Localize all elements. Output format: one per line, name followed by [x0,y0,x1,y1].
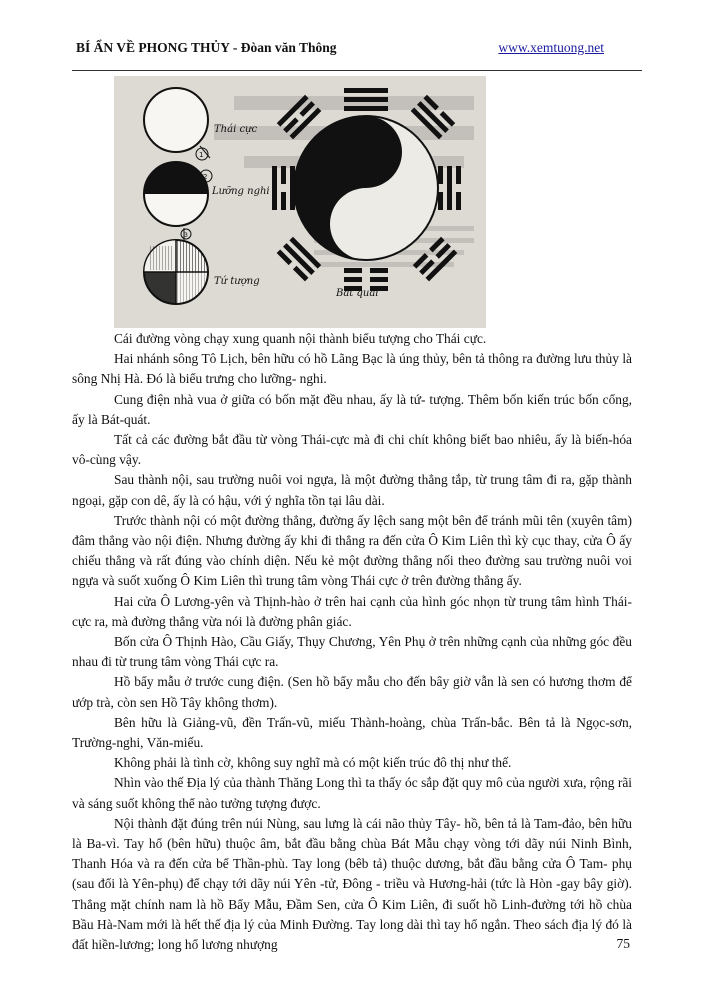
label-bat-quai: Bát quái [336,288,379,299]
paragraph: Không phải là tình cờ, không suy nghĩ mà có một kiến trúc đô thị như thế. [114,755,512,771]
page-header [72,40,642,70]
paragraph: Sau thành nội, sau trường nuôi voi ngựa, là một đường thẳng tắp, từ trung tâm đi ra, gặp thành ngoại, gặp con dê, ấy là có hậu, với ý nghĩa tồn tại lâu dài. [72,472,632,508]
paragraph: Hai nhánh sông Tô Lịch, bên hữu có hồ Lãng Bạc là úng thủy, bên tả thông ra đường lưu thủy là sông Nhị Hà. Đó là biểu trưng cho lưỡng- nghi. [72,351,632,387]
article-body [72,329,632,955]
marker-3: 3 [184,232,188,239]
paragraph: Hai cửa Ô Lương-yên và Thịnh-hào ở trên hai cạnh của hình góc nhọn từ trung tâm hình Thái-cực ra, mà đường thẳng vừa nói là đường phân giác. [72,593,632,629]
header-title: BÍ ẨN VỀ PHONG THỦY - Đòan văn Thông [76,40,337,55]
paragraph: Cung điện nhà vua ở giữa có bốn mặt đều nhau, ấy là tứ- tượng. Thêm bốn kiến trúc bốn cổng, ấy là Bát-quát. [72,391,632,427]
paragraph: Hồ bẩy mẫu ở trước cung điện. (Sen hồ bẩy mẫu cho đến bây giờ vẫn là sen có hương thơm để ướp trà, còn sen Hồ Tây không thơm). [72,674,632,710]
paragraph: Trước thành nội có một đường thẳng, đường ấy lệch sang một bên để tránh mũi tên (xuyên tâm) đâm thẳng vào nội điện. Nhưng đường ấy khi đi thẳng ra đến cửa Ô Kim Liên thì kỳ cục thay, cửa Ô ấy chiếu thẳng và rất đúng vào chính diện. Nếu kẻ một đường thẳng nối theo đường sau trường nuôi voi ngựa và suốt xuống Ô Kim Liên thì trung tâm vòng Thái cực ở trên đường thẳng ấy. [72,512,632,589]
figure-illustration [114,76,486,328]
paragraph: Bên hữu là Giảng-vũ, đền Trấn-vũ, miếu Thành-hoàng, chùa Trấn-bắc. Bên tả là Ngọc-sơn, Trường-nghi, Văn-miếu. [72,714,632,751]
page-number: 75 [616,936,630,951]
label-tu-tuong: Tứ tượng [214,276,260,287]
paragraph: Tất cả các đường bắt đầu từ vòng Thái-cực mà đi chi chít không biết bao nhiêu, ấy là biến-hóa vô-cùng vậy. [72,432,632,468]
marker-2: 2 [203,173,208,181]
header-website-link[interactable]: www.xemtuong.net [498,40,604,55]
label-luong-nghi: Lưỡng nghi [212,186,270,197]
header-divider [72,70,642,71]
paragraph: Bốn cửa Ô Thịnh Hào, Cầu Giấy, Thụy Chương, Yên Phụ ở trên những cạnh của những góc đều nhau đi từ trung tâm vòng Thái cực ra. [72,634,632,670]
taichi-bagua-figure [114,76,486,328]
marker-1: 1 [199,151,204,159]
paragraph: Nhìn vào thế Địa lý của thành Thăng Long thì ta thấy óc sắp đặt quy mô của người xưa, rộng rãi và sáng suốt không thể nào tưởng tượng được. [72,775,632,811]
paragraph: Cái đường vòng chạy xung quanh nội thành biểu tượng cho Thái cực. [114,331,487,346]
label-thai-cuc: Thái cực [214,124,258,135]
paragraph: Nội thành đặt đúng trên núi Nùng, sau lưng là cái não thủy Tây- hồ, bên tả là Tam-đảo, bên hữu là Ba-vì. Tay hổ (bên hữu) thuộc âm, bắt đầu bằng chùa Bát Mẫu chạy vòng tới dãy núi Ninh Bình, Thanh Hóa và ra đến cửa bể Thần-phù. Tay long (bêb tả) thuộc dương, bắt đầu bằng cửa Ô Tam- phụ (sau đổi là Yên-phụ) để chạy tới dãy núi Yên -tử, Đông - triều và Hương-hải (tức là Hòn -gay bây giờ). Thẳng mặt chính nam là hồ Bẩy Mẫu, Đầm Sen, cửa Ô Kim Liên, đi suốt hồ Linh-đường tới hồ chùa Bầu Hà-Nam mới là hết thế địa lý của Minh Đường. Tay long dài thì tay hổ ngắn. Theo sách địa lý đó là đất hiền-lương; long hổ lương nhượng [72,815,632,953]
